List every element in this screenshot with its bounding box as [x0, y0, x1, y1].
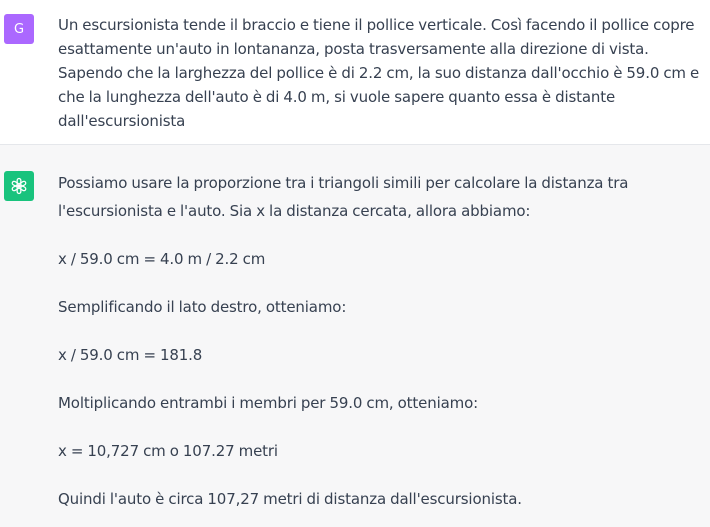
assistant-formula: x / 59.0 cm = 181.8 [58, 346, 203, 364]
user-message [0, 0, 710, 145]
openai-logo-icon [9, 176, 29, 196]
assistant-avatar [4, 171, 34, 201]
user-avatar-initial: G [13, 21, 25, 37]
assistant-conclusion: Quindi l'auto è circa 107,27 metri di distanza dall'escursionista. [58, 490, 522, 508]
assistant-paragraph: Semplificando il lato destro, otteniamo: [58, 298, 347, 316]
assistant-paragraph: Possiamo usare la proporzione tra i triangoli simili per calcolare la distanza tra l'escursionista e l'auto. Sia x la distanza cercata, allora abbiamo: [58, 174, 629, 220]
assistant-message [0, 145, 710, 527]
user-avatar [4, 14, 34, 44]
assistant-formula: x = 10,727 cm o 107.27 metri [58, 442, 278, 460]
assistant-formula: x / 59.0 cm = 4.0 m / 2.2 cm [58, 250, 266, 268]
assistant-paragraph: Moltiplicando entrambi i membri per 59.0 cm, otteniamo: [58, 394, 479, 412]
user-message-text: Un escursionista tende il braccio e tiene il pollice verticale. Così facendo il pollice copre esattamente un'auto in lontananza, posta trasversamente alla direzione di vista. Sapendo che la larghezza del pollice è di 2.2 cm, la suo distanza dall'occhio è 59.0 cm e che la lunghezza dell'auto è di 4.0 m, si vuole sapere quanto essa è distante dall'escursionista [58, 16, 700, 130]
